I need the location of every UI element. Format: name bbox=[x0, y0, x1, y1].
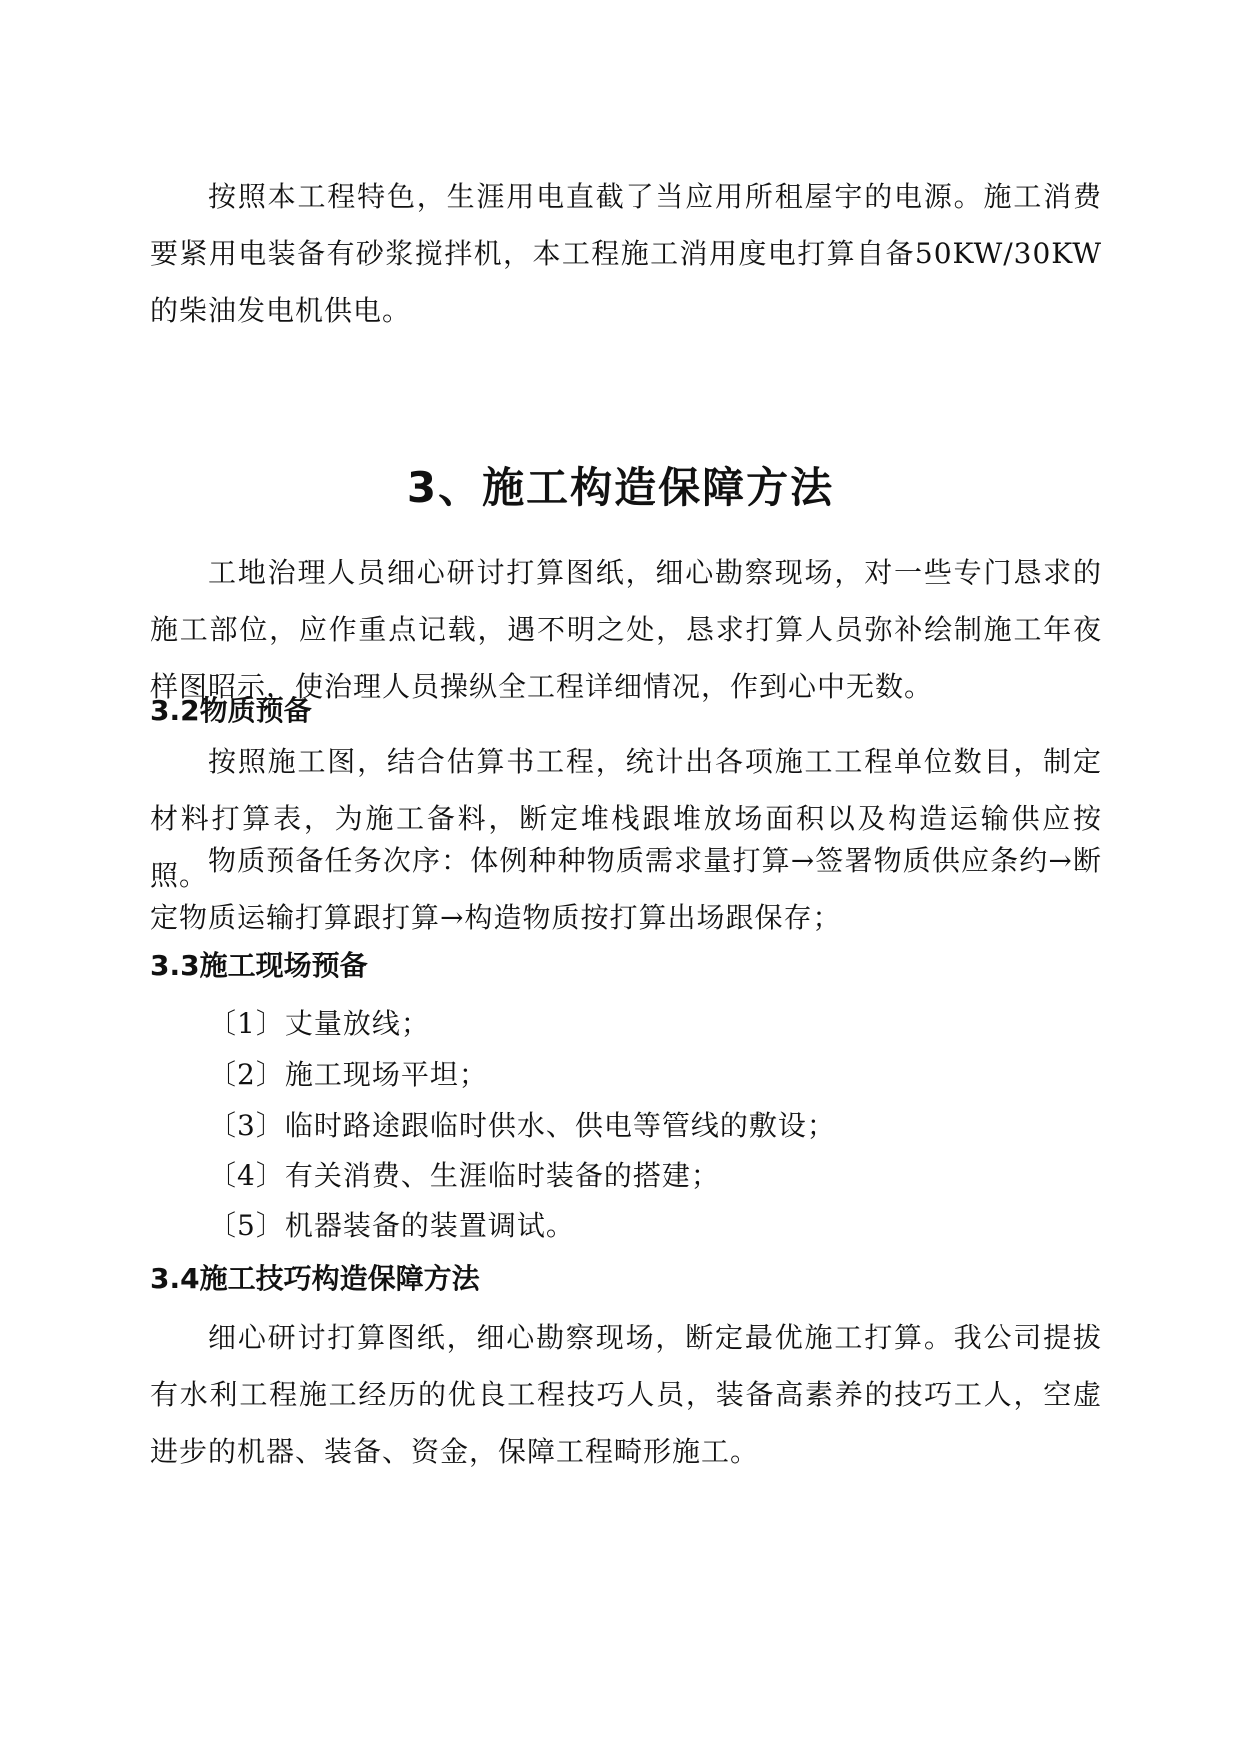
section-3-2-heading: 3.2物质预备 bbox=[150, 694, 312, 727]
section-3-2-paragraph-1: 按照施工图，结合估算书工程，统计出各项施工工程单位数目，制定材料打算表，为施工备料，断定堆栈跟堆放场面积以及构造运输供应按照。 bbox=[150, 745, 1102, 892]
list-item: 〔3〕临时路途跟临时供水、供电等管线的敷设； bbox=[208, 1109, 836, 1142]
section-3-4-paragraph: 细心研讨打算图纸，细心勘察现场，断定最优施工打算。我公司提拔有水利工程施工经历的优良工程技巧人员，装备高素养的技巧工人，空虚进步的机器、装备、资金，保障工程畸形施工。 bbox=[150, 1321, 1102, 1468]
list-item: 〔2〕施工现场平坦； bbox=[208, 1058, 488, 1091]
section-3-4-heading: 3.4施工技巧构造保障方法 bbox=[150, 1262, 480, 1295]
section-3-3-heading: 3.3施工现场预备 bbox=[150, 949, 368, 982]
section-3-title: 3、施工构造保障方法 bbox=[406, 463, 835, 512]
section-3-paragraph: 工地治理人员细心研讨打算图纸，细心勘察现场，对一些专门恳求的施工部位，应作重点记载，遇不明之处，恳求打算人员弥补绘制施工年夜样图昭示，使治理人员操纵全工程详细情况，作到心中无数。 bbox=[150, 556, 1102, 703]
section-3-2-paragraph-2: 物质预备任务次序：体例种种物质需求量打算→签署物质供应条约→断定物质运输打算跟打算→构造物质按打算出场跟保存； bbox=[150, 844, 1102, 934]
list-item: 〔5〕机器装备的装置调试。 bbox=[208, 1209, 575, 1242]
list-item: 〔4〕有关消费、生涯临时装备的搭建； bbox=[208, 1159, 720, 1192]
intro-paragraph: 按照本工程特色，生涯用电直截了当应用所租屋宇的电源。施工消费要紧用电装备有砂浆搅拌机，本工程施工消用度电打算自备50KW/30KW的柴油发电机供电。 bbox=[150, 180, 1102, 327]
list-item: 〔1〕丈量放线； bbox=[208, 1007, 430, 1040]
